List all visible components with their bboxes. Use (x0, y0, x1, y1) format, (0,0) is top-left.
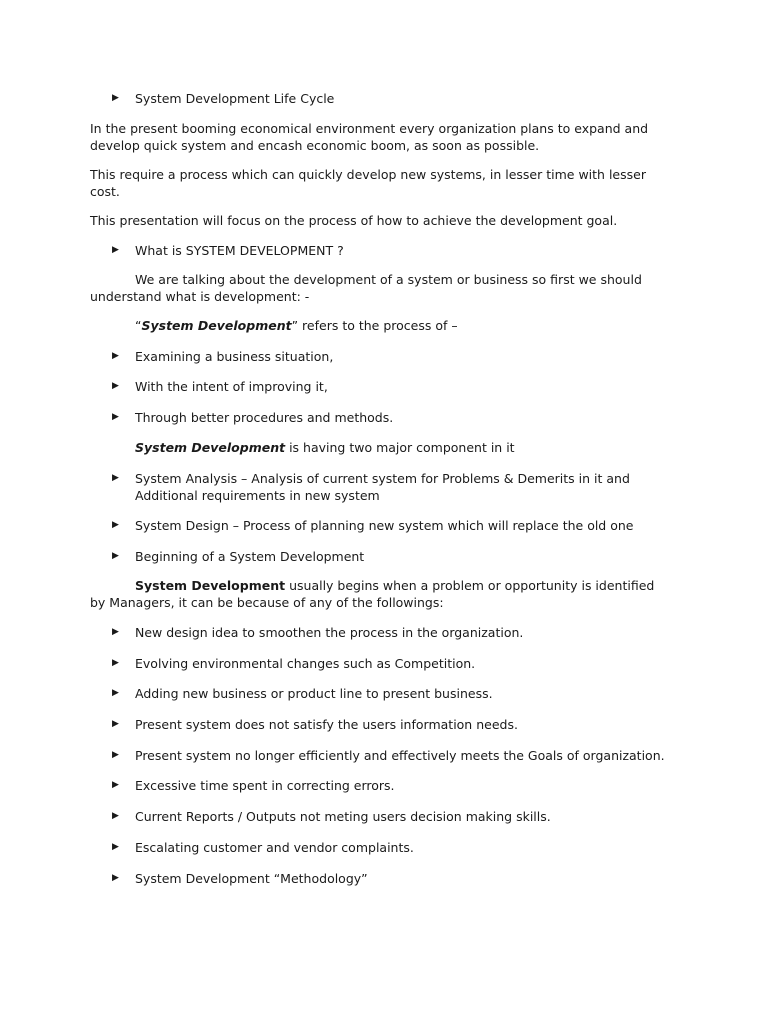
arrow-bullet-icon: ▶ (112, 412, 119, 422)
arrow-bullet-icon: ▶ (112, 520, 119, 530)
paragraph-process: This require a process which can quickly develop new systems, in lesser time with lesser cost. (90, 167, 646, 199)
list-item-text: With the intent of improving it, (135, 379, 328, 394)
heading-text: What is SYSTEM DEVELOPMENT ? (135, 243, 344, 258)
list-item-text: Through better procedures and methods. (135, 410, 394, 425)
list-item-text: Evolving environmental changes such as Competition. (135, 656, 476, 671)
arrow-bullet-icon: ▶ (112, 245, 119, 255)
list-item (112, 517, 672, 534)
list-item (112, 808, 672, 825)
term-system-development: System Development (141, 318, 292, 333)
list-item (112, 378, 672, 395)
list-item (112, 716, 672, 733)
list-item (112, 685, 672, 702)
list-item (112, 777, 672, 794)
list-item-text: Excessive time spent in correcting errors. (135, 778, 395, 793)
arrow-bullet-icon: ▶ (112, 750, 119, 760)
heading-what-is (112, 242, 672, 259)
list-item (112, 747, 672, 764)
list-item-text: Adding new business or product line to present business. (135, 686, 493, 701)
term-system-development: System Development (135, 440, 286, 455)
arrow-bullet-icon: ▶ (112, 93, 119, 103)
begins-rest: usually begins when a problem or opportunity is identified by Managers, it can be because of any of the followings: (90, 578, 655, 610)
arrow-bullet-icon: ▶ (112, 627, 119, 637)
paragraph-intro: In the present booming economical environment every organization plans to expand and develop quick system and encash economic boom, as soon as possible. (90, 121, 649, 153)
paragraph-components (90, 439, 670, 456)
definition-rest: ” refers to the process of – (291, 318, 458, 333)
arrow-bullet-icon: ▶ (112, 719, 119, 729)
arrow-bullet-icon: ▶ (112, 780, 119, 790)
arrow-bullet-icon: ▶ (112, 688, 119, 698)
arrow-bullet-icon: ▶ (112, 842, 119, 852)
term-system-development: System Development (135, 578, 286, 593)
heading-sdlc (112, 90, 672, 107)
components-rest: is having two major component in it (285, 440, 515, 455)
list-item-text: Present system does not satisfy the users information needs. (135, 717, 518, 732)
heading-text: System Development “Methodology” (135, 871, 368, 886)
paragraph-talking: We are talking about the development of a system or business so first we should understand what is development: - (90, 272, 642, 304)
open-quote: “ (135, 318, 142, 333)
list-item-text: Escalating customer and vendor complaints. (135, 840, 414, 855)
list-item-text: New design idea to smoothen the process in the organization. (135, 625, 524, 640)
arrow-bullet-icon: ▶ (112, 351, 119, 361)
arrow-bullet-icon: ▶ (112, 473, 119, 483)
arrow-bullet-icon: ▶ (112, 811, 119, 821)
heading-beginning (112, 548, 672, 565)
heading-text: Beginning of a System Development (135, 549, 365, 564)
paragraph-begins (90, 577, 670, 611)
arrow-bullet-icon: ▶ (112, 658, 119, 668)
list-item (112, 348, 672, 365)
list-item (112, 839, 672, 856)
paragraph-presentation: This presentation will focus on the process of how to achieve the development goal. (90, 213, 618, 228)
list-item-text: Current Reports / Outputs not meting users decision making skills. (135, 809, 551, 824)
list-item-text: Present system no longer efficiently and effectively meets the Goals of organization. (135, 748, 665, 763)
paragraph-definition (90, 317, 670, 334)
arrow-bullet-icon: ▶ (112, 873, 119, 883)
list-item (112, 409, 672, 426)
arrow-bullet-icon: ▶ (112, 381, 119, 391)
heading-methodology (112, 870, 672, 887)
list-item-text: System Design – Process of planning new system which will replace the old one (135, 518, 634, 533)
list-item (112, 655, 672, 672)
list-item (112, 470, 672, 504)
heading-text: System Development Life Cycle (135, 91, 335, 106)
list-item (112, 624, 672, 641)
list-item-text: Examining a business situation, (135, 349, 334, 364)
list-item-text: System Analysis – Analysis of current system for Problems & Demerits in it and Additional requirements in new system (135, 471, 630, 503)
arrow-bullet-icon: ▶ (112, 551, 119, 561)
